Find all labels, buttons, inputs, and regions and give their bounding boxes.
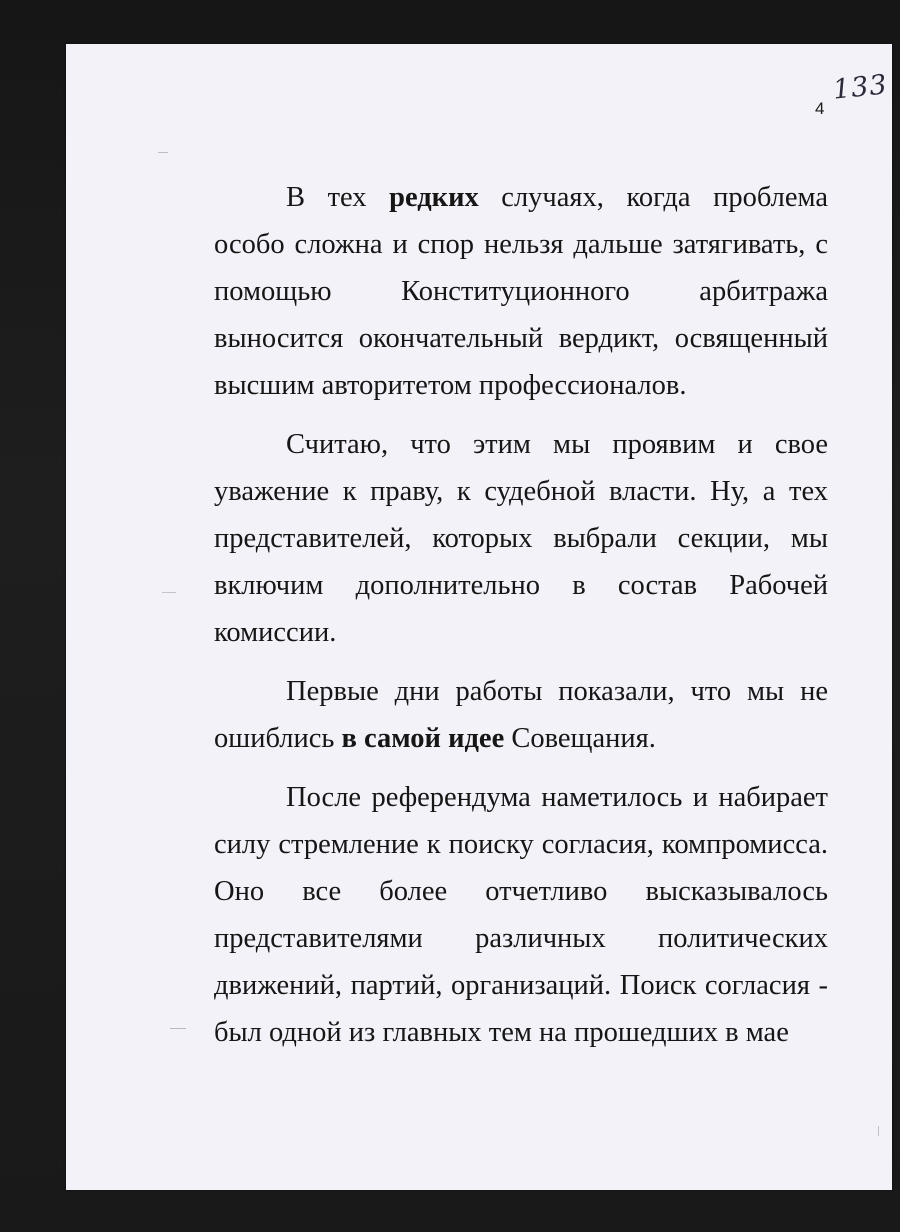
paragraph-3: Первые дни работы показали, что мы не ошиблись в самой идее Совещания. [214, 676, 828, 754]
document-body [214, 174, 828, 1056]
emphasis-idea: в самой идее [341, 723, 505, 754]
paragraph-2: Считаю, что этим мы проявим и свое уважение к праву, к судебной власти. Ну, а тех представителей, которых выбрали секции, мы включим дополнительно в состав Рабочей комиссии. [214, 429, 828, 648]
paragraph-1: В тех редких случаях, когда проблема особо сложна и спор нельзя дальше затягивать, с помощью Конституционного арбитража выносится окончательный вердикт, освященный высшим авторитетом профессионалов. [214, 182, 828, 401]
emphasis-rare: редких [389, 182, 479, 213]
paragraph-4: После референдума наметилось и набирает силу стремление к поиску согласия, компромисса. Оно все более отчетливо высказывалось представителями различных политических движений, партий, организаций. Поиск согласия - был одной из главных тем на прошедших в мае [214, 782, 828, 1048]
document-page [66, 44, 892, 1190]
archive-handwritten-number: 133 [831, 69, 890, 106]
page-number: 4 [815, 99, 825, 118]
